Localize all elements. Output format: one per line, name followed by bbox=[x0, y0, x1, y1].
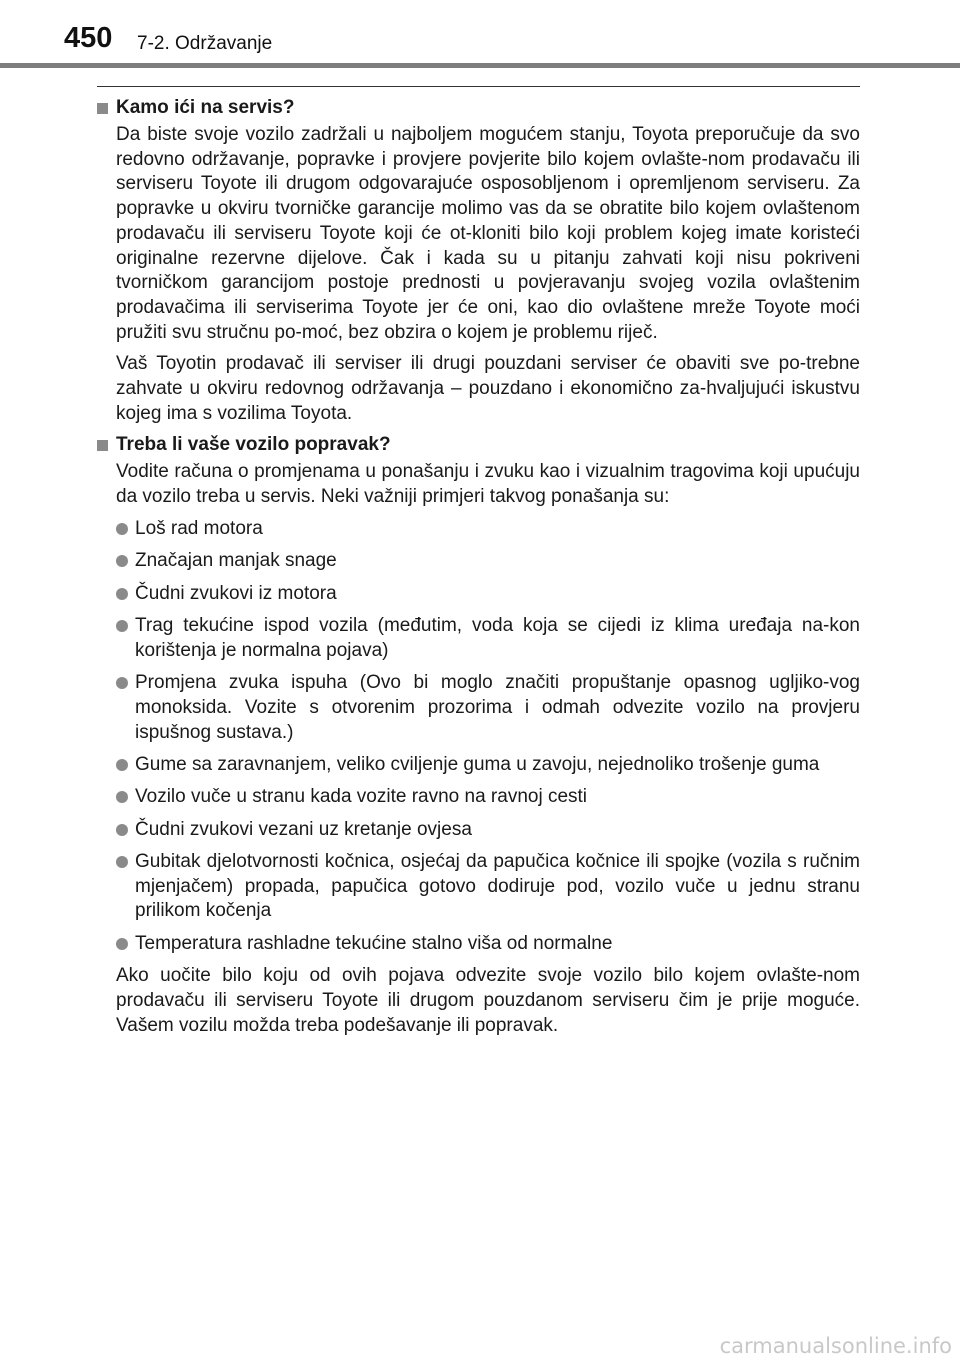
section-title-service bbox=[97, 96, 860, 120]
square-bullet-icon bbox=[97, 103, 108, 114]
list-item bbox=[116, 818, 860, 843]
list-item bbox=[116, 932, 860, 957]
chapter-title: 7-2. Održavanje bbox=[137, 33, 273, 54]
circle-bullet-icon bbox=[116, 588, 128, 600]
section-title-text: Kamo ići na servis? bbox=[116, 97, 295, 118]
list-item bbox=[116, 614, 860, 663]
circle-bullet-icon bbox=[116, 523, 128, 535]
list-item-text: Vozilo vuče u stranu kada vozite ravno na ravnoj cesti bbox=[135, 786, 588, 808]
paragraph-intro: Vodite računa o promjenama u ponašanju i zvuku kao i vizualnim tragovima koji upućuju da vozilo treba u servis. Neki važniji primjeri takvog ponašanja su: bbox=[116, 461, 860, 508]
content-rule bbox=[97, 86, 860, 87]
list-item bbox=[116, 753, 860, 778]
list-item bbox=[116, 671, 860, 745]
list-item-text: Gubitak djelotvornosti kočnica, osjećaj da papučica kočnice ili spojke (vozila s ručnim mjenjačem) propada, papučica gotovo dodiruje pod, vozilo vuče u jednu stranu prilikom kočenja bbox=[135, 851, 860, 922]
list-item-text: Čudni zvukovi vezani uz kretanje ovjesa bbox=[135, 818, 472, 840]
paragraph: Vaš Toyotin prodavač ili serviser ili drugi pouzdani serviser će obaviti sve po-trebne zahvate u okviru redovnog održavanja – pouzdano i ekonomično za-hvaljujući iskustvu kojeg ima s vozilima Toyota. bbox=[116, 353, 860, 424]
circle-bullet-icon bbox=[116, 824, 128, 836]
page-number: 450 bbox=[64, 22, 113, 54]
page-header bbox=[0, 0, 960, 70]
page-content bbox=[97, 96, 860, 1045]
circle-bullet-icon bbox=[116, 759, 128, 771]
circle-bullet-icon bbox=[116, 555, 128, 567]
list-item-text: Gume sa zaravnanjem, veliko cviljenje guma u zavoju, nejednoliko trošenje guma bbox=[135, 753, 820, 775]
list-item bbox=[116, 582, 860, 607]
list-item-text: Trag tekućine ispod vozila (međutim, voda koja se cijedi iz klima uređaja na-kon korištenja je normalna pojava) bbox=[135, 615, 860, 661]
watermark: carmanualsonline.info bbox=[719, 1334, 952, 1358]
circle-bullet-icon bbox=[116, 677, 128, 689]
paragraph-outro: Ako uočite bilo koju od ovih pojava odvezite svoje vozilo bilo kojem ovlašte-nom prodavaču ili serviseru Toyote ili drugom pouzdanom serviseru čim je prije moguće. Vašem vozilu možda treba podešavanje ili popravak. bbox=[116, 965, 860, 1036]
circle-bullet-icon bbox=[116, 620, 128, 632]
circle-bullet-icon bbox=[116, 938, 128, 950]
list-item bbox=[116, 850, 860, 924]
square-bullet-icon bbox=[97, 440, 108, 451]
list-item-text: Temperatura rashladne tekućine stalno viša od normalne bbox=[135, 932, 613, 954]
list-item-text: Promjena zvuka ispuha (Ovo bi moglo značiti propuštanje opasnog ugljiko-vog monoksida. Vozite s otvorenim prozorima i odmah odvezite vozilo na provjeru ispušnog sustava.) bbox=[135, 672, 860, 743]
list-item bbox=[116, 785, 860, 810]
list-item bbox=[116, 549, 860, 574]
symptom-list bbox=[116, 517, 860, 957]
list-item-text: Značajan manjak snage bbox=[135, 550, 337, 572]
list-item-text: Loš rad motora bbox=[135, 517, 263, 539]
list-item-text: Čudni zvukovi iz motora bbox=[135, 582, 337, 604]
section-title-repair bbox=[97, 433, 860, 457]
header-rule bbox=[0, 63, 960, 68]
section-title-text: Treba li vaše vozilo popravak? bbox=[116, 434, 391, 456]
list-item bbox=[116, 517, 860, 542]
circle-bullet-icon bbox=[116, 856, 128, 868]
paragraph: Da biste svoje vozilo zadržali u najboljem mogućem stanju, Toyota preporučuje da svo redovno održavanje, popravke i provjere povjerite bilo kojem ovlašte-nom prodavaču ili serviseru Toyote ili drugom odgovarajuće osposobljenom i opremljenom serviseru. Za popravke u okviru tvorničke garancije molimo vas da se obratite bilo kojem ovlaštenom prodavaču ili serviseru Toyote koji će ot-kloniti bilo koji problem kojeg imate koristeći originalne rezervne dijelove. Čak i kada su u pitanju zahvati koji nisu pokriveni tvorničkom garancijom postoje prednosti u povjeravanju svojeg vozila ovlaštenim prodavačima ili serviserima Toyote jer će oni, kao dio ovlaštene mreže Toyote moći pružiti svu stručnu po-moć, bez obzira o kojem je problemu riječ. bbox=[116, 124, 860, 343]
circle-bullet-icon bbox=[116, 791, 128, 803]
